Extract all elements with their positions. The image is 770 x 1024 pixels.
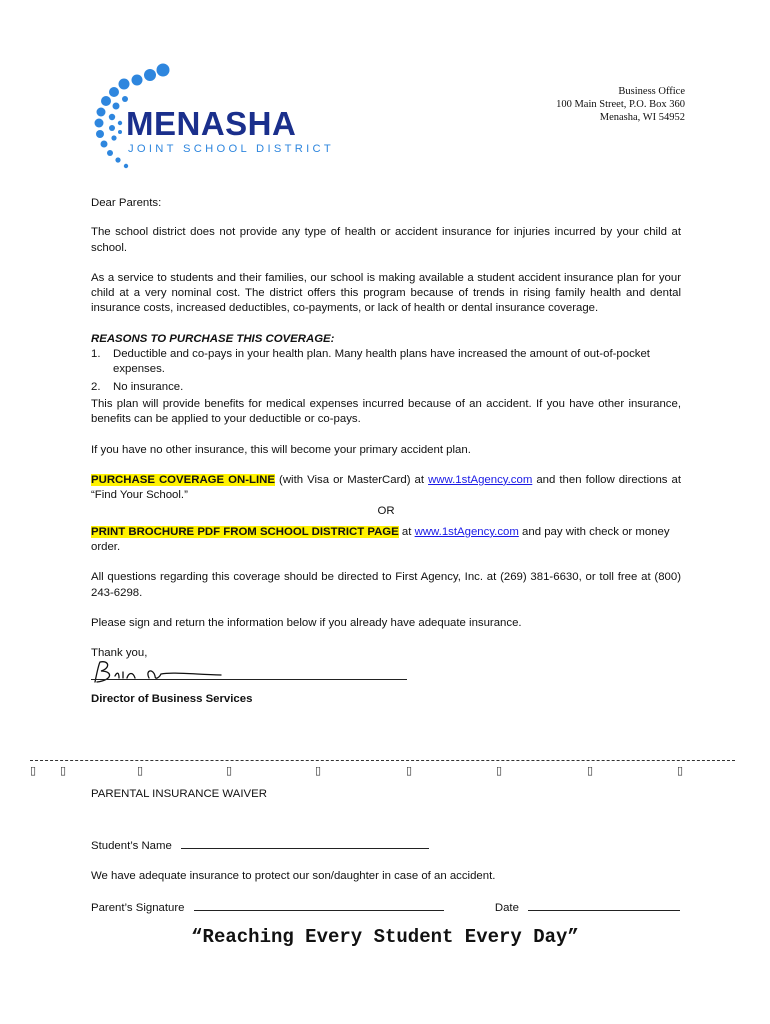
parent-signature-label: Parent’s Signature (91, 902, 185, 914)
tear-marker: ▯ (315, 764, 322, 777)
tear-marker: ▯ (677, 764, 684, 777)
paragraph-print-brochure (91, 525, 681, 556)
waiver-title: PARENTAL INSURANCE WAIVER (91, 788, 267, 800)
district-logo (90, 62, 365, 177)
paragraph-purchase-online (91, 473, 681, 504)
paragraph-sign-request: Please sign and return the information below if you already have adequate insurance. (91, 616, 522, 629)
tear-off-line (30, 760, 735, 761)
adequate-insurance-statement: We have adequate insurance to protect our son/daughter in case of an accident. (91, 870, 496, 882)
print-brochure-text: at (398, 525, 415, 538)
reason-item (91, 380, 681, 395)
reason-text: No insurance. (113, 380, 184, 393)
district-motto: “Reaching Every Student Every Day” (191, 926, 579, 948)
purchase-online-highlight: PURCHASE COVERAGE ON-LINE (91, 473, 275, 486)
paragraph-service: As a service to students and their families, our school is making available a student accident insurance plan for your child at a very nominal cost. The district offers this program because of trends in rising family health and dental insurance costs, increased deductibles, co-payments, or lack of health or dental insurance coverage. (91, 271, 681, 315)
logo-tagline: JOINT SCHOOL DISTRICT (128, 143, 335, 155)
student-name-field[interactable] (181, 837, 429, 849)
student-name-row (91, 837, 691, 854)
tear-off-markers (30, 764, 690, 776)
reason-text: Deductible and co-pays in your health plan. Many health plans have increased the amount of out-of-pocket expenses. (113, 348, 650, 376)
salutation: Dear Parents: (91, 197, 162, 209)
signer-title: Director of Business Services (91, 692, 253, 705)
signature-line (91, 679, 407, 680)
district-logo-mark (90, 62, 365, 177)
purchase-online-directions: and then follow directions at “Find Your School.” (91, 473, 681, 502)
purchase-online-text: (with Visa or MasterCard) at (275, 473, 429, 486)
reason-number: 1. (91, 348, 101, 361)
letter-body (91, 196, 681, 707)
print-brochure-payment: and pay with check or money order. (91, 525, 670, 554)
reason-item (91, 347, 681, 378)
tear-marker: ▯ (60, 764, 67, 777)
tear-marker: ▯ (137, 764, 144, 777)
agency-link-online[interactable]: www.1stAgency.com (428, 473, 533, 486)
paragraph-benefits: This plan will provide benefits for medical expenses incurred because of an accident. If you have other insurance, benefits can be applied to your deductible or co-pays. (91, 397, 681, 426)
parent-signature-row (91, 899, 691, 916)
reason-number: 2. (91, 380, 101, 393)
address-line-office: Business Office (618, 86, 685, 97)
handwritten-signature (91, 658, 231, 688)
tear-marker: ▯ (496, 764, 503, 777)
paragraph-no-insurance: The school district does not provide any type of health or accident insurance for injuries incurred by your child at school. (91, 226, 681, 254)
logo-wordmark: MENASHA (126, 105, 297, 142)
print-brochure-highlight: PRINT BROCHURE PDF FROM SCHOOL DISTRICT PAGE (91, 525, 399, 538)
signature-area (91, 664, 681, 692)
student-name-label: Student’s Name (91, 840, 172, 852)
or-separator: OR (377, 505, 395, 518)
waiver-form (91, 787, 691, 916)
paragraph-questions: All questions regarding this coverage should be directed to First Agency, Inc. at (269) 381-6630, or toll free at (800) 243-6298. (91, 571, 681, 599)
parent-signature-field[interactable] (194, 899, 444, 911)
tear-marker: ▯ (587, 764, 594, 777)
tear-marker: ▯ (226, 764, 233, 777)
date-label: Date (494, 902, 519, 914)
address-line-city: Menasha, WI 54952 (599, 112, 685, 123)
closing: Thank you, (91, 647, 148, 660)
reasons-list (91, 347, 681, 395)
agency-link-brochure[interactable]: www.1stAgency.com (414, 525, 519, 538)
reasons-heading: REASONS TO PURCHASE THIS COVERAGE: (91, 332, 335, 345)
tear-marker: ▯ (30, 764, 37, 777)
tear-marker: ▯ (406, 764, 413, 777)
office-address (470, 85, 685, 124)
paragraph-primary-plan: If you have no other insurance, this will become your primary accident plan. (91, 443, 471, 456)
address-line-street: 100 Main Street, P.O. Box 360 (556, 99, 685, 110)
date-field[interactable] (528, 899, 680, 911)
